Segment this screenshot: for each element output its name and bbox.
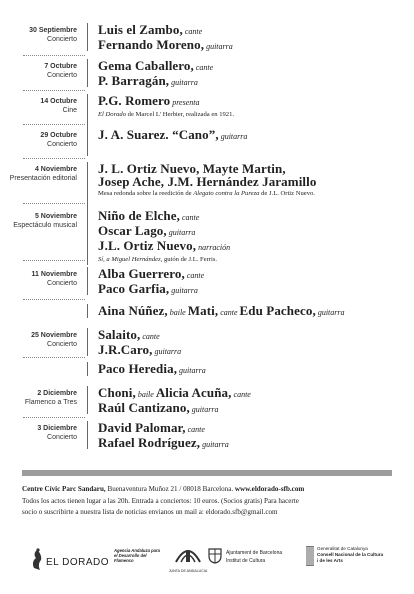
- performer-line: [98, 362, 408, 377]
- performer-name: J.R.Caro,: [98, 342, 153, 357]
- performer-name: Mati,: [187, 303, 219, 318]
- date-separator: [23, 55, 85, 56]
- performer-line: [98, 421, 408, 436]
- ajuntament-name: Ajuntament de Barcelona: [226, 550, 283, 556]
- event-date: 5 Noviembre: [34, 213, 77, 220]
- vertical-rule: [87, 386, 88, 414]
- date-separator: [23, 90, 85, 91]
- performer-role: cante: [140, 332, 160, 341]
- performer-name: J.L. Ortiz Nuevo,: [98, 238, 197, 253]
- performer-role: baile: [135, 390, 156, 399]
- performer-name: Paco Garfia,: [98, 281, 170, 296]
- performer-role: cante: [184, 271, 205, 280]
- performer-name: Alba Guerrero,: [98, 266, 185, 281]
- event-date-block: [0, 165, 77, 183]
- event-performers: [98, 59, 408, 89]
- event-type: Concierto: [47, 36, 77, 43]
- event-performers: [98, 23, 408, 53]
- note-text: de J.L. Ortiz Nuevo.: [259, 190, 315, 197]
- performer-line: [98, 209, 408, 224]
- performer-role: guitarra: [200, 440, 229, 449]
- event-note: [98, 255, 408, 264]
- performer-role: guitarra: [189, 405, 219, 414]
- date-separator: [23, 299, 85, 300]
- note-title: Alegato contra la Pureza: [193, 190, 260, 197]
- performer-role: guitarra: [166, 228, 196, 237]
- vertical-rule: [87, 59, 88, 87]
- performer-name: Oscar Lago,: [98, 223, 167, 238]
- performer-role: cante: [185, 425, 205, 434]
- performer-name: J. L. Ortiz Nuevo, Mayte Martin,: [98, 161, 286, 176]
- footer-subscribe-line: socio o suscribirte a nuestra lista de noticias envianos un mail a: eldorado.sfb@gmail.com: [22, 508, 278, 516]
- performer-name: Aina Núñez,: [98, 303, 168, 318]
- event-type: Cine: [62, 107, 77, 114]
- performer-line: [98, 436, 408, 451]
- event-performers: [98, 304, 408, 319]
- performer-name: Niño de Elche,: [98, 208, 180, 223]
- performer-name: P. Barragán,: [98, 73, 170, 88]
- performer-role: guitarra: [177, 366, 206, 375]
- performer-line: [98, 401, 408, 416]
- vertical-rule: [87, 128, 88, 156]
- performer-role: guitarra: [169, 78, 198, 87]
- vertical-rule: [87, 328, 88, 356]
- venue-address: Buenaventura Muñoz 21 / 08018 Barcelona.: [105, 485, 235, 493]
- event-date-block: [0, 212, 77, 230]
- performer-name: Rafael Rodríguez,: [98, 435, 201, 450]
- consell-name: Consell Nacional de la Cultura: [317, 552, 384, 558]
- performer-line: [98, 59, 408, 74]
- note-text: de Marcel L' Herbier, realizada en 1921.: [126, 111, 235, 118]
- event-performers: [98, 209, 408, 264]
- performer-role: cante: [179, 213, 200, 222]
- performer-line: [98, 239, 408, 254]
- event-date-block: [0, 331, 77, 349]
- event-type: Concierto: [47, 280, 77, 287]
- performer-line: [98, 38, 408, 53]
- note-text: Mesa redonda sobre la reedición de: [98, 190, 194, 197]
- performer-role: cante: [193, 63, 214, 72]
- vertical-rule: [87, 304, 88, 318]
- event-date-block: [0, 424, 77, 442]
- generalitat-name: Generalitat de Catalunya: [317, 546, 368, 551]
- performer-role: baile: [167, 308, 188, 317]
- vertical-rule: [87, 421, 88, 449]
- vertical-rule: [87, 23, 88, 51]
- performer-line: [98, 282, 408, 297]
- performer-role: guitarra: [152, 347, 182, 356]
- event-type: Concierto: [47, 341, 77, 348]
- event-performers: [98, 328, 408, 358]
- date-separator: [23, 357, 85, 358]
- performer-line: [98, 74, 408, 89]
- performer-role: guitarra: [315, 308, 345, 317]
- performer-line: [98, 386, 408, 401]
- performer-role: cante: [231, 390, 251, 399]
- event-type: Presentación editorial: [9, 175, 77, 182]
- performer-line: [98, 224, 408, 239]
- date-separator: [23, 158, 85, 159]
- performer-name: Salaito,: [98, 327, 141, 342]
- event-performers: [98, 362, 408, 377]
- performer-line: [98, 328, 408, 343]
- event-date-block: [0, 270, 77, 288]
- event-date-block: [0, 131, 77, 149]
- vertical-rule: [87, 94, 88, 132]
- event-date: 25 Noviembre: [31, 332, 77, 339]
- flamenco-dancer-icon: [30, 548, 44, 572]
- performer-name: Edu Pacheco,: [239, 303, 316, 318]
- website-link[interactable]: www.eldorado-sfb.com: [234, 485, 305, 493]
- venue-name: Centre Cívic Parc Sandaru,: [22, 485, 106, 493]
- junta-andalucia-logo: [168, 544, 208, 573]
- eldorado-wordmark: EL DORADO: [46, 557, 110, 568]
- event-date-block: [0, 62, 77, 80]
- event-date: 3 Diciembre: [37, 425, 77, 432]
- sponsor-logos: [22, 540, 396, 580]
- event-performers: [98, 421, 408, 451]
- event-performers: [98, 267, 408, 297]
- footer-info: [22, 484, 396, 519]
- generalitat-stripes-icon: [306, 546, 314, 566]
- performer-line: [98, 304, 408, 319]
- consell-arts: i de les Arts: [317, 558, 343, 564]
- performer-role: presenta: [170, 98, 200, 107]
- event-note: [98, 110, 408, 119]
- event-type: Espectáculo musical: [13, 222, 77, 229]
- event-date-block: [0, 26, 77, 44]
- barcelona-shield-icon: [208, 548, 222, 564]
- vertical-rule: [87, 162, 88, 210]
- event-type: Concierto: [47, 141, 77, 148]
- date-separator: [23, 124, 85, 125]
- date-separator: [23, 203, 85, 204]
- event-date: 2 Diciembre: [37, 390, 77, 397]
- date-separator: [23, 417, 85, 418]
- performer-role: guitarra: [218, 132, 248, 141]
- performer-line: [98, 23, 408, 38]
- performer-role: cante: [182, 27, 203, 36]
- vertical-rule: [87, 209, 88, 265]
- footer-schedule-line: Todos los actos tienen lugar a las 20h. Entrada a conciertos: 10 euros. (Socios gratis) Para hacerte: [22, 496, 299, 505]
- junta-shield-icon: [173, 544, 203, 564]
- performer-name: Alicia Acuña,: [155, 385, 232, 400]
- note-title: El Dorado: [98, 111, 127, 118]
- performer-name: Choni,: [98, 385, 136, 400]
- performer-name: J. A. Suarez. “Cano”,: [98, 127, 219, 142]
- performer-role: guitarra: [204, 42, 233, 51]
- agencia-flamenco-logo: Agencia Andaluza para el Desarrollo del Flamenco: [114, 548, 160, 563]
- performer-line: [98, 175, 408, 188]
- performer-name: Josep Ache, J.M. Hernández Jaramillo: [98, 174, 317, 189]
- performer-name: Gema Caballero,: [98, 58, 194, 73]
- performer-name: Paco Heredia,: [98, 361, 178, 376]
- performer-role: cante: [218, 308, 240, 317]
- event-date-block: [0, 389, 77, 407]
- event-date-block: [0, 97, 77, 115]
- performer-role: narración: [196, 243, 231, 252]
- performer-name: Luis el Zambo,: [98, 22, 183, 37]
- event-performers: [98, 128, 408, 143]
- performer-line: [98, 343, 408, 358]
- note-text: , guión de J.L. Ferris.: [160, 256, 218, 263]
- performer-line: [98, 267, 408, 282]
- event-type: Concierto: [47, 72, 77, 79]
- performer-line: [98, 128, 408, 143]
- event-date: 14 Octubre: [40, 98, 77, 105]
- performer-name: Fernando Moreno,: [98, 37, 205, 52]
- event-note: [98, 189, 408, 198]
- institut-cultura: Institut de Cultura: [226, 558, 266, 564]
- performer-name: Raúl Cantizano,: [98, 400, 190, 415]
- vertical-rule: [87, 362, 88, 376]
- date-separator: [23, 260, 85, 261]
- event-date: 29 Octubre: [40, 132, 77, 139]
- footer-divider-bar: [22, 470, 392, 476]
- footer-address-line: [22, 484, 396, 496]
- vertical-rule: [87, 267, 88, 295]
- performer-line: [98, 94, 408, 109]
- event-date: 4 Noviembre: [34, 166, 77, 173]
- junta-label: JUNTA DE ANDALUCIA: [168, 569, 208, 573]
- event-performers: [98, 162, 408, 198]
- note-title: Sí, a Miguel Hernández: [98, 256, 161, 263]
- event-performers: [98, 94, 408, 119]
- event-date: 7 Octubre: [44, 63, 77, 70]
- performer-name: P.G. Romero: [98, 93, 171, 108]
- event-date: 11 Noviembre: [31, 271, 77, 278]
- event-type: Flamenco a Tres: [24, 399, 77, 406]
- event-date: 30 Septiembre: [29, 27, 77, 34]
- performer-role: guitarra: [169, 286, 198, 295]
- event-performers: [98, 386, 408, 416]
- event-type: Concierto: [47, 434, 77, 441]
- performer-name: David Palomar,: [98, 420, 186, 435]
